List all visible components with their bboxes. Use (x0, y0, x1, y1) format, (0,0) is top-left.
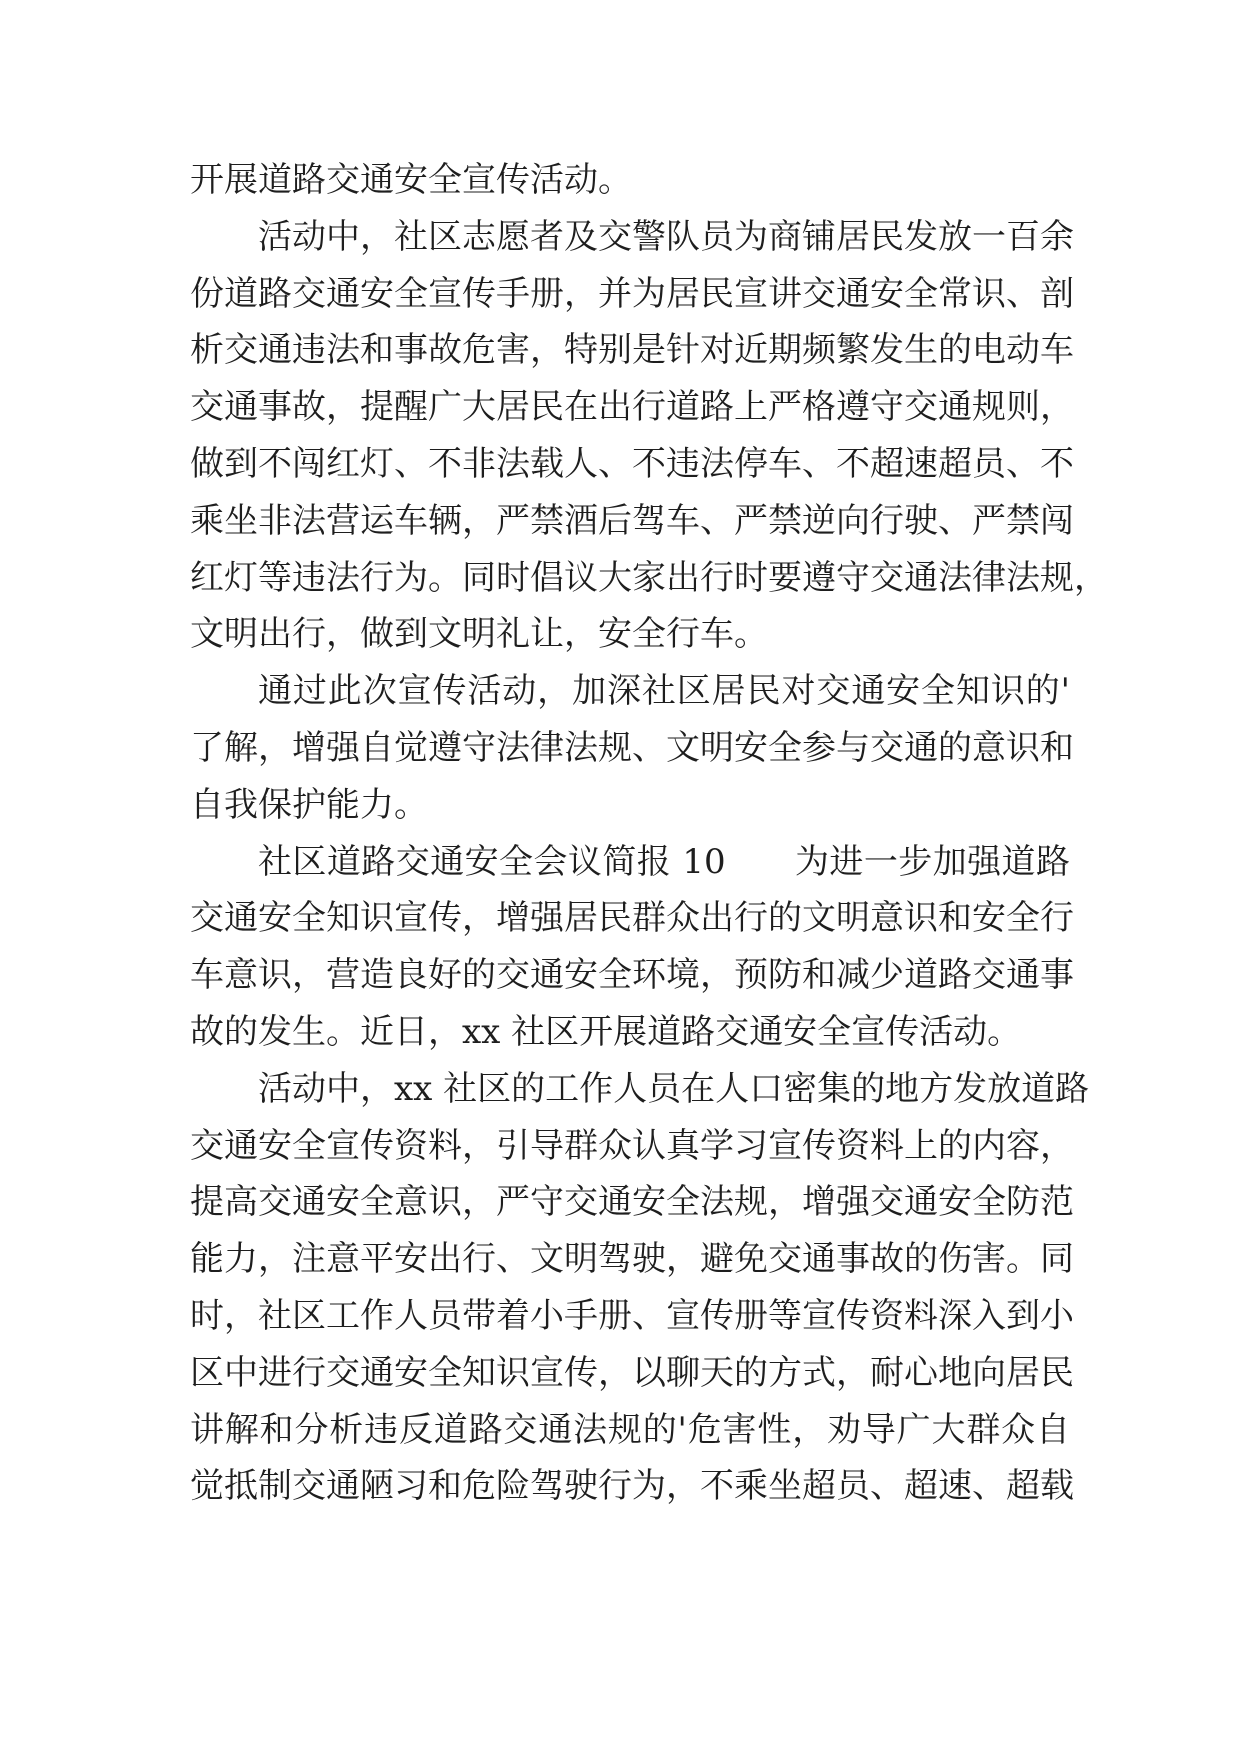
text-line: 活动中，xx 社区的工作人员在人口密集的地方发放道路 (258, 1068, 1090, 1109)
text-line: 区中进行交通安全知识宣传，以聊天的方式，耐心地向居民 (190, 1352, 1074, 1393)
text-line: 时，社区工作人员带着小手册、宣传册等宣传资料深入到小 (190, 1295, 1074, 1336)
text-line: 开展道路交通安全宣传活动。 (190, 160, 632, 200)
text-line: 交通安全知识宣传，增强居民群众出行的文明意识和安全行 (190, 898, 1074, 939)
text-line: 讲解和分析违反道路交通法规的'危害性，劝导广大群众自 (190, 1409, 1070, 1450)
text-line: 做到不闯红灯、不非法载人、不违法停车、不超速超员、不 (190, 443, 1074, 484)
text-line: 能力，注意平安出行、文明驾驶，避免交通事故的伤害。同 (190, 1239, 1074, 1280)
text-line: 通过此次宣传活动，加深社区居民对交通安全知识的' (258, 671, 1070, 712)
text-line: 自我保护能力。 (190, 784, 428, 825)
text-line: 车意识，营造良好的交通安全环境，预防和减少道路交通事 (190, 955, 1074, 996)
text-line: 析交通违法和事故危害，特别是针对近期频繁发生的电动车 (190, 330, 1074, 371)
text-line: 活动中，社区志愿者及交警队员为商铺居民发放一百余 (258, 216, 1074, 257)
text-line: 了解，增强自觉遵守法律法规、文明安全参与交通的意识和 (190, 727, 1074, 768)
text-line: 乘坐非法营运车辆，严禁酒后驾车、严禁逆向行驶、严禁闯 (190, 500, 1074, 541)
text-line: 故的发生。近日，xx 社区开展道路交通安全宣传活动。 (190, 1011, 1022, 1052)
document-body (190, 152, 1108, 1515)
text-line: 提高交通安全意识，严守交通安全法规，增强交通安全防范 (190, 1182, 1074, 1223)
text-line: 社区道路交通安全会议简报 10 为进一步加强道路 (258, 841, 1070, 882)
text-line: 文明出行，做到文明礼让，安全行车。 (190, 614, 768, 655)
text-line: 交通安全宣传资料，引导群众认真学习宣传资料上的内容， (190, 1125, 1074, 1166)
text-line: 份道路交通安全宣传手册，并为居民宣讲交通安全常识、剖 (190, 273, 1074, 314)
text-line: 觉抵制交通陋习和危险驾驶行为，不乘坐超员、超速、超载 (190, 1466, 1074, 1507)
text-line: 红灯等违法行为。同时倡议大家出行时要遵守交通法律法规， (190, 557, 1108, 598)
text-line: 交通事故，提醒广大居民在出行道路上严格遵守交通规则， (190, 387, 1074, 428)
